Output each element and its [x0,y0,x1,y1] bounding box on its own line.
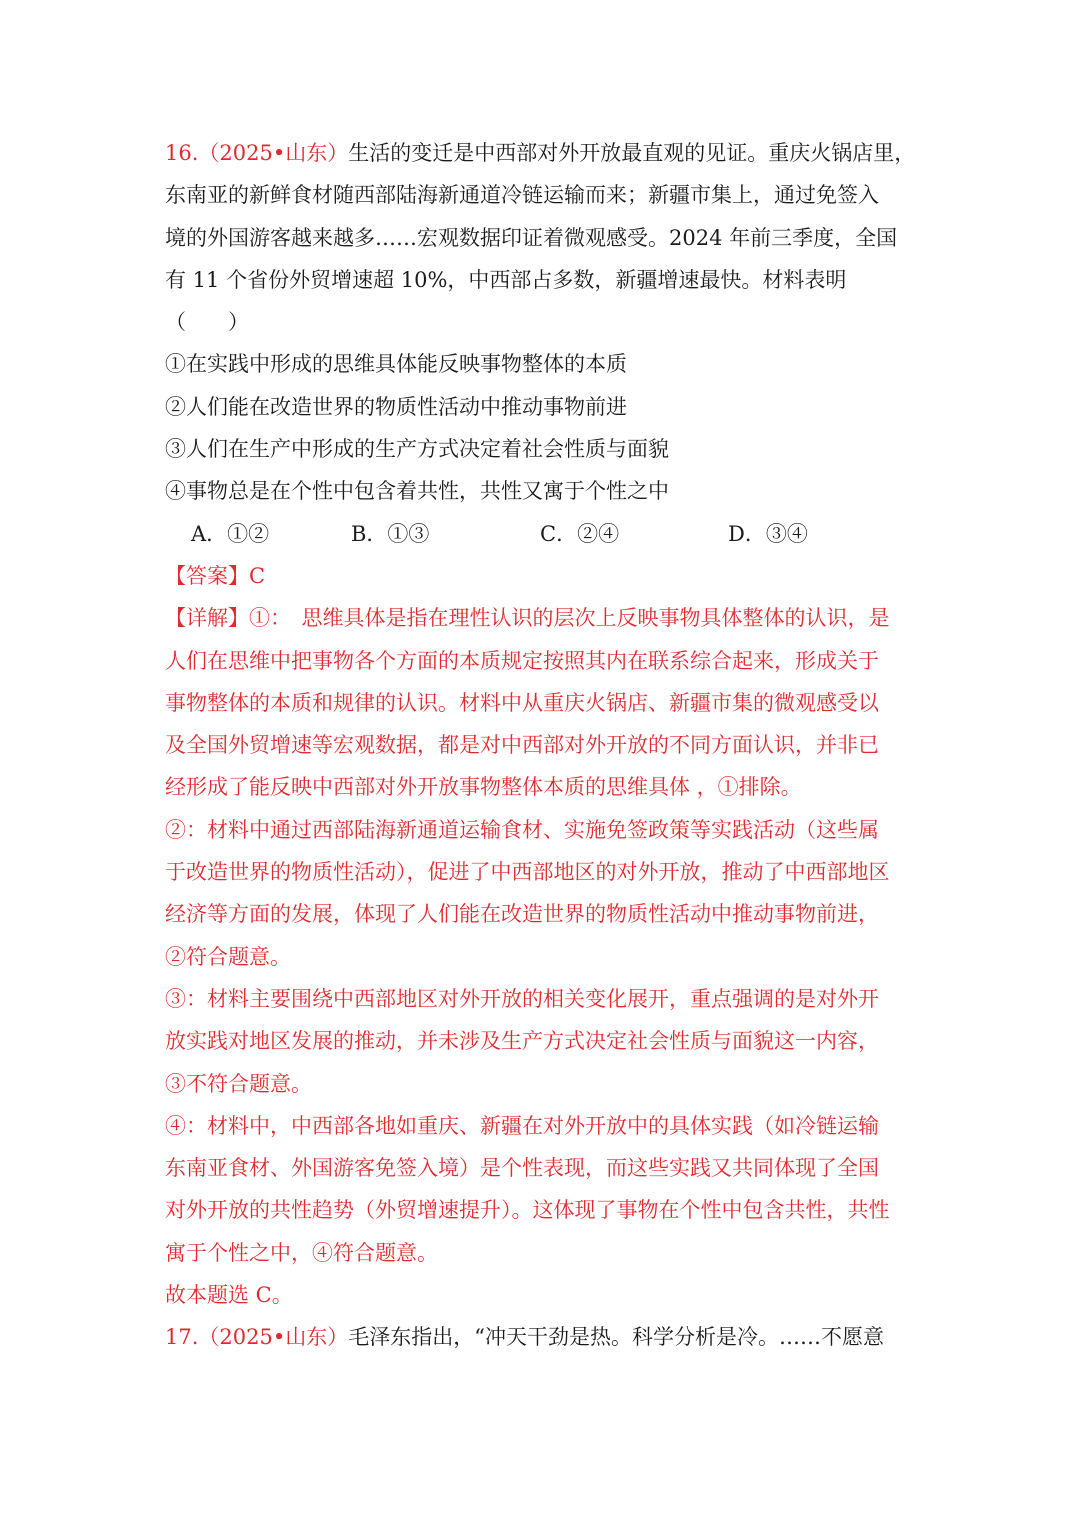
q17-stem: 毛泽东指出，“冲天干劲是热。科学分析是冷。……不愿意 [348,1325,884,1350]
q16-detail-line: 东南亚食材、外国游客免签入境）是个性表现，而这些实践又共同体现了全国 [165,1156,879,1181]
q16-detail-line: 对外开放的共性趋势（外贸增速提升）。这体现了事物在个性中包含共性，共性 [165,1198,890,1223]
detail-text: ①： 思维具体是指在理性认识的层次上反映事物具体整体的认识，是 [249,606,890,631]
q16-first-line [165,132,925,174]
q16-statement: ④事物总是在个性中包含着共性，共性又寓于个性之中 [165,479,669,504]
document-content [165,132,925,1359]
q16-stem-line: 境的外国游客越来越多……宏观数据印证着微观感受。2024 年前三季度，全国 [165,225,898,250]
q16-detail-line: ③：材料主要围绕中西部地区对外开放的相关变化展开，重点强调的是对外开 [165,986,879,1011]
q16-detail-line: ④：材料中，中西部各地如重庆、新疆在对外开放中的具体实践（如冷链运输 [165,1113,879,1138]
choice-c: C．②④ [540,521,620,546]
choice-d: D．③④ [728,521,808,546]
q16-blank [165,301,925,343]
choice-b: B．①③ [351,521,430,546]
q16-answer [165,555,925,597]
q16-detail-line: ②：材料中通过西部陆海新通道运输食材、实施免签政策等实践活动（这些属 [165,817,879,842]
q16-detail-line: 经济等方面的发展，体现了人们能在改造世界的物质性活动中推动事物前进， [165,902,879,927]
q16-detail-line: 事物整体的本质和规律的认识。材料中从重庆火锅店、新疆市集的微观感受以 [165,690,879,715]
q16-stem-line: 有 11 个省份外贸增速超 10%，中西部占多数，新疆增速最快。材料表明 [165,267,847,292]
answer-tag: 【答案】 [165,563,249,588]
q16-detail-line: ③不符合题意。 [165,1071,312,1096]
q16-stem-line: 东南亚的新鲜食材随西部陆海新通道冷链运输而来；新疆市集上，通过免签入 [165,183,879,208]
q17-source: （2025•山东） [198,1325,349,1350]
answer-value: C [249,563,266,588]
q16-choices [165,513,925,555]
detail-tag: 【详解】 [165,606,249,631]
q16-stem-line: 生活的变迁是中西部对外开放最直观的见证。重庆火锅店里， [348,141,916,165]
q16-statement: ②人们能在改造世界的物质性活动中推动事物前进 [165,394,627,419]
q16-statement: ①在实践中形成的思维具体能反映事物整体的本质 [165,352,627,377]
q16-detail-line: 寓于个性之中，④符合题意。 [165,1240,438,1265]
q17-first-line [165,1316,925,1358]
q16-conclusion: 故本题选 C。 [165,1283,293,1308]
q16-detail-line: ②符合题意。 [165,944,291,969]
q16-detail-line: 及全国外贸增速等宏观数据，都是对中西部对外开放的不同方面认识，并非已 [165,733,879,758]
q17-number: 17. [165,1325,199,1350]
choice-a: A．①② [191,521,270,546]
q16-detail-line: 人们在思维中把事物各个方面的本质规定按照其内在联系综合起来，形成关于 [165,648,879,673]
q16-detail-line: 放实践对地区发展的推动，并未涉及生产方式决定社会性质与面貌这一内容， [165,1029,879,1054]
answer-blank: （ ） [165,310,249,335]
q16-detail-line [165,597,925,639]
q16-source: （2025•山东） [198,141,349,165]
q16-detail-line: 经形成了能反映中西部对外开放事物整体本质的思维具体 ，①排除。 [165,775,802,800]
q16-statement: ③人们在生产中形成的生产方式决定着社会性质与面貌 [165,437,669,462]
q16-number: 16. [165,141,199,165]
q16-detail-line: 于改造世界的物质性活动），促进了中西部地区的对外开放，推动了中西部地区 [165,860,890,885]
